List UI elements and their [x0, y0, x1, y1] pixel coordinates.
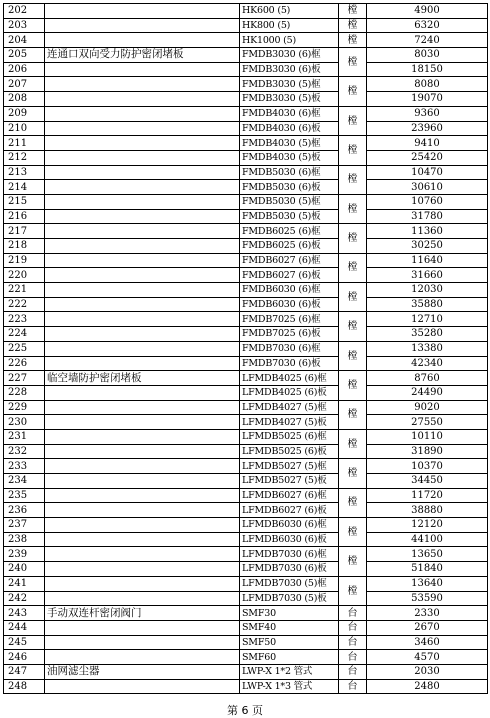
item-unit: 樘 — [339, 371, 367, 400]
item-name — [45, 297, 240, 312]
table-row — [4, 253, 488, 268]
row-number: 210 — [4, 121, 45, 136]
item-unit: 樘 — [339, 283, 367, 312]
price-table-body — [4, 4, 488, 694]
item-price: 11720 — [367, 488, 488, 503]
row-number: 222 — [4, 297, 45, 312]
item-name — [45, 635, 240, 650]
item-name — [45, 62, 240, 77]
item-unit: 台 — [339, 679, 367, 694]
row-number: 215 — [4, 194, 45, 209]
item-price: 31780 — [367, 209, 488, 224]
item-name — [45, 18, 240, 33]
row-number: 214 — [4, 180, 45, 195]
item-model: SMF50 — [240, 635, 339, 650]
table-row — [4, 180, 488, 195]
item-model: LFMDB4025 (6)框 — [240, 371, 339, 386]
row-number: 226 — [4, 356, 45, 371]
item-model: LFMDB7030 (6)框 — [240, 547, 339, 562]
item-name — [45, 532, 240, 547]
table-row — [4, 474, 488, 489]
item-model: LFMDB7030 (5)板 — [240, 591, 339, 606]
item-unit: 樘 — [339, 253, 367, 282]
table-row — [4, 283, 488, 298]
item-model: LFMDB5025 (6)板 — [240, 444, 339, 459]
row-number: 242 — [4, 591, 45, 606]
item-model: LFMDB6027 (6)板 — [240, 503, 339, 518]
item-model: LFMDB5027 (5)框 — [240, 459, 339, 474]
table-row — [4, 297, 488, 312]
row-number: 213 — [4, 165, 45, 180]
row-number: 221 — [4, 283, 45, 298]
item-name — [45, 136, 240, 151]
item-model: HK800 (5) — [240, 18, 339, 33]
item-model: SMF60 — [240, 650, 339, 665]
item-model: LFMDB4027 (5)板 — [240, 415, 339, 430]
table-row — [4, 385, 488, 400]
item-name — [45, 106, 240, 121]
item-price: 6320 — [367, 18, 488, 33]
table-row — [4, 356, 488, 371]
row-number: 237 — [4, 518, 45, 533]
item-unit: 樘 — [339, 106, 367, 135]
item-price: 44100 — [367, 532, 488, 547]
item-model: LFMDB4027 (5)框 — [240, 400, 339, 415]
item-unit: 樘 — [339, 429, 367, 458]
item-price: 10470 — [367, 165, 488, 180]
item-name — [45, 77, 240, 92]
item-name — [45, 92, 240, 107]
row-number: 224 — [4, 327, 45, 342]
item-price: 13650 — [367, 547, 488, 562]
item-model: LFMDB5027 (5)板 — [240, 474, 339, 489]
item-price: 9020 — [367, 400, 488, 415]
table-row — [4, 239, 488, 254]
row-number: 232 — [4, 444, 45, 459]
item-model: FMDB3030 (6)板 — [240, 62, 339, 77]
item-unit: 樘 — [339, 312, 367, 341]
item-name — [45, 327, 240, 342]
item-model: HK1000 (5) — [240, 33, 339, 48]
item-model: SMF40 — [240, 620, 339, 635]
page-number: 第 6 页 — [227, 704, 263, 717]
table-row — [4, 429, 488, 444]
item-price: 51840 — [367, 562, 488, 577]
item-name — [45, 620, 240, 635]
item-model: FMDB5030 (6)框 — [240, 165, 339, 180]
item-name — [45, 415, 240, 430]
item-price: 8030 — [367, 48, 488, 63]
item-price: 38880 — [367, 503, 488, 518]
row-number: 225 — [4, 341, 45, 356]
item-model: FMDB7030 (6)板 — [240, 356, 339, 371]
item-price: 8080 — [367, 77, 488, 92]
item-name — [45, 356, 240, 371]
item-price: 42340 — [367, 356, 488, 371]
row-number: 240 — [4, 562, 45, 577]
table-row — [4, 121, 488, 136]
table-row — [4, 415, 488, 430]
table-row — [4, 532, 488, 547]
item-price: 53590 — [367, 591, 488, 606]
table-row — [4, 341, 488, 356]
table-row — [4, 562, 488, 577]
item-unit: 樘 — [339, 136, 367, 165]
row-number: 204 — [4, 33, 45, 48]
table-row — [4, 62, 488, 77]
item-model: FMDB6027 (6)框 — [240, 253, 339, 268]
item-name — [45, 121, 240, 136]
table-row — [4, 268, 488, 283]
item-price: 25420 — [367, 150, 488, 165]
item-name — [45, 488, 240, 503]
item-model: FMDB5030 (5)板 — [240, 209, 339, 224]
item-model: FMDB6025 (6)板 — [240, 239, 339, 254]
table-row — [4, 165, 488, 180]
item-name — [45, 444, 240, 459]
item-unit: 樘 — [339, 4, 367, 19]
price-table — [3, 3, 488, 694]
table-row — [4, 679, 488, 694]
item-price: 4570 — [367, 650, 488, 665]
item-name — [45, 239, 240, 254]
table-row — [4, 209, 488, 224]
item-unit: 樘 — [339, 341, 367, 370]
table-row — [4, 312, 488, 327]
table-row — [4, 664, 488, 679]
table-row — [4, 650, 488, 665]
table-row — [4, 444, 488, 459]
item-unit: 樘 — [339, 165, 367, 194]
row-number: 233 — [4, 459, 45, 474]
item-model: FMDB4030 (6)框 — [240, 106, 339, 121]
item-name — [45, 33, 240, 48]
item-price: 12120 — [367, 518, 488, 533]
item-name — [45, 385, 240, 400]
item-price: 27550 — [367, 415, 488, 430]
row-number: 234 — [4, 474, 45, 489]
table-row — [4, 224, 488, 239]
item-price: 24490 — [367, 385, 488, 400]
item-unit: 樘 — [339, 18, 367, 33]
row-number: 227 — [4, 371, 45, 386]
item-price: 2330 — [367, 606, 488, 621]
row-number: 202 — [4, 4, 45, 19]
item-name: 连通口双向受力防护密闭堵板 — [45, 48, 240, 63]
item-name — [45, 650, 240, 665]
table-row — [4, 33, 488, 48]
table-row — [4, 635, 488, 650]
item-name — [45, 518, 240, 533]
item-name — [45, 562, 240, 577]
table-row — [4, 459, 488, 474]
item-price: 13380 — [367, 341, 488, 356]
item-name — [45, 547, 240, 562]
item-price: 31660 — [367, 268, 488, 283]
item-name — [45, 429, 240, 444]
item-price: 23960 — [367, 121, 488, 136]
table-row — [4, 106, 488, 121]
row-number: 212 — [4, 150, 45, 165]
table-row — [4, 606, 488, 621]
item-name: 油网滤尘器 — [45, 664, 240, 679]
item-name — [45, 283, 240, 298]
table-row — [4, 92, 488, 107]
row-number: 239 — [4, 547, 45, 562]
item-price: 12710 — [367, 312, 488, 327]
row-number: 209 — [4, 106, 45, 121]
item-price: 4900 — [367, 4, 488, 19]
item-price: 10110 — [367, 429, 488, 444]
table-row — [4, 327, 488, 342]
row-number: 211 — [4, 136, 45, 151]
item-model: LFMDB7030 (5)框 — [240, 576, 339, 591]
item-model: FMDB7025 (6)框 — [240, 312, 339, 327]
item-model: FMDB4030 (5)框 — [240, 136, 339, 151]
item-model: FMDB3030 (5)板 — [240, 92, 339, 107]
item-price: 31890 — [367, 444, 488, 459]
table-row — [4, 194, 488, 209]
item-model: LFMDB4025 (6)板 — [240, 385, 339, 400]
row-number: 208 — [4, 92, 45, 107]
row-number: 247 — [4, 664, 45, 679]
item-price: 12030 — [367, 283, 488, 298]
item-name — [45, 180, 240, 195]
item-model: FMDB7030 (6)框 — [240, 341, 339, 356]
row-number: 219 — [4, 253, 45, 268]
item-unit: 樘 — [339, 77, 367, 106]
row-number: 218 — [4, 239, 45, 254]
item-name — [45, 312, 240, 327]
item-price: 30250 — [367, 239, 488, 254]
row-number: 245 — [4, 635, 45, 650]
row-number: 229 — [4, 400, 45, 415]
table-row — [4, 620, 488, 635]
item-price: 11640 — [367, 253, 488, 268]
item-model: LFMDB5025 (6)框 — [240, 429, 339, 444]
item-model: FMDB4030 (6)板 — [240, 121, 339, 136]
item-unit: 台 — [339, 664, 367, 679]
item-model: FMDB3030 (5)框 — [240, 77, 339, 92]
row-number: 236 — [4, 503, 45, 518]
item-name — [45, 400, 240, 415]
item-price: 19070 — [367, 92, 488, 107]
table-row — [4, 488, 488, 503]
item-price: 35880 — [367, 297, 488, 312]
table-row — [4, 136, 488, 151]
row-number: 230 — [4, 415, 45, 430]
item-name — [45, 474, 240, 489]
item-model: FMDB5030 (5)框 — [240, 194, 339, 209]
row-number: 216 — [4, 209, 45, 224]
table-row — [4, 150, 488, 165]
table-row — [4, 503, 488, 518]
row-number: 243 — [4, 606, 45, 621]
table-row — [4, 591, 488, 606]
item-name — [45, 679, 240, 694]
item-name — [45, 341, 240, 356]
row-number: 231 — [4, 429, 45, 444]
item-model: FMDB7025 (6)板 — [240, 327, 339, 342]
item-model: LFMDB7030 (6)板 — [240, 562, 339, 577]
item-price: 11360 — [367, 224, 488, 239]
item-name — [45, 165, 240, 180]
item-model: FMDB4030 (5)板 — [240, 150, 339, 165]
item-price: 9360 — [367, 106, 488, 121]
item-unit: 樘 — [339, 488, 367, 517]
item-price: 34450 — [367, 474, 488, 489]
row-number: 246 — [4, 650, 45, 665]
table-row — [4, 518, 488, 533]
item-price: 7240 — [367, 33, 488, 48]
item-model: FMDB6030 (6)板 — [240, 297, 339, 312]
item-unit: 台 — [339, 650, 367, 665]
item-unit: 樘 — [339, 400, 367, 429]
table-row — [4, 576, 488, 591]
item-unit: 樘 — [339, 194, 367, 223]
row-number: 244 — [4, 620, 45, 635]
table-row — [4, 400, 488, 415]
item-price: 10760 — [367, 194, 488, 209]
item-price: 2480 — [367, 679, 488, 694]
item-unit: 樘 — [339, 33, 367, 48]
item-name: 手动双连杆密闭阀门 — [45, 606, 240, 621]
item-unit: 樘 — [339, 547, 367, 576]
item-unit: 台 — [339, 635, 367, 650]
item-price: 10370 — [367, 459, 488, 474]
item-name — [45, 224, 240, 239]
item-price: 2030 — [367, 664, 488, 679]
item-name — [45, 253, 240, 268]
item-name — [45, 459, 240, 474]
row-number: 203 — [4, 18, 45, 33]
item-unit: 樘 — [339, 518, 367, 547]
item-price: 8760 — [367, 371, 488, 386]
item-model: HK600 (5) — [240, 4, 339, 19]
table-row — [4, 18, 488, 33]
item-unit: 樘 — [339, 224, 367, 253]
row-number: 220 — [4, 268, 45, 283]
item-price: 13640 — [367, 576, 488, 591]
item-name — [45, 209, 240, 224]
table-row — [4, 48, 488, 63]
item-unit: 台 — [339, 606, 367, 621]
item-name — [45, 150, 240, 165]
item-model: LWP-X 1*3 管式 — [240, 679, 339, 694]
item-model: FMDB3030 (6)框 — [240, 48, 339, 63]
item-model: SMF30 — [240, 606, 339, 621]
item-price: 30610 — [367, 180, 488, 195]
item-name — [45, 591, 240, 606]
item-name — [45, 576, 240, 591]
item-unit: 樘 — [339, 576, 367, 605]
row-number: 207 — [4, 77, 45, 92]
row-number: 228 — [4, 385, 45, 400]
table-row — [4, 547, 488, 562]
row-number: 217 — [4, 224, 45, 239]
item-name: 临空墙防护密闭堵板 — [45, 371, 240, 386]
item-model: FMDB6025 (6)框 — [240, 224, 339, 239]
item-name — [45, 194, 240, 209]
item-unit: 樘 — [339, 48, 367, 77]
item-price: 2670 — [367, 620, 488, 635]
table-row — [4, 371, 488, 386]
row-number: 206 — [4, 62, 45, 77]
table-row — [4, 4, 488, 19]
item-model: FMDB6027 (6)板 — [240, 268, 339, 283]
item-model: FMDB6030 (6)框 — [240, 283, 339, 298]
item-model: LFMDB6030 (6)框 — [240, 518, 339, 533]
row-number: 205 — [4, 48, 45, 63]
item-model: LWP-X 1*2 管式 — [240, 664, 339, 679]
item-price: 18150 — [367, 62, 488, 77]
item-price: 9410 — [367, 136, 488, 151]
item-model: LFMDB6027 (6)框 — [240, 488, 339, 503]
item-name — [45, 268, 240, 283]
item-name — [45, 503, 240, 518]
item-unit: 樘 — [339, 459, 367, 488]
item-model: LFMDB6030 (6)板 — [240, 532, 339, 547]
item-price: 35280 — [367, 327, 488, 342]
row-number: 223 — [4, 312, 45, 327]
table-row — [4, 77, 488, 92]
row-number: 235 — [4, 488, 45, 503]
item-model: FMDB5030 (6)板 — [240, 180, 339, 195]
row-number: 241 — [4, 576, 45, 591]
row-number: 248 — [4, 679, 45, 694]
item-name — [45, 4, 240, 19]
item-unit: 台 — [339, 620, 367, 635]
row-number: 238 — [4, 532, 45, 547]
item-price: 3460 — [367, 635, 488, 650]
